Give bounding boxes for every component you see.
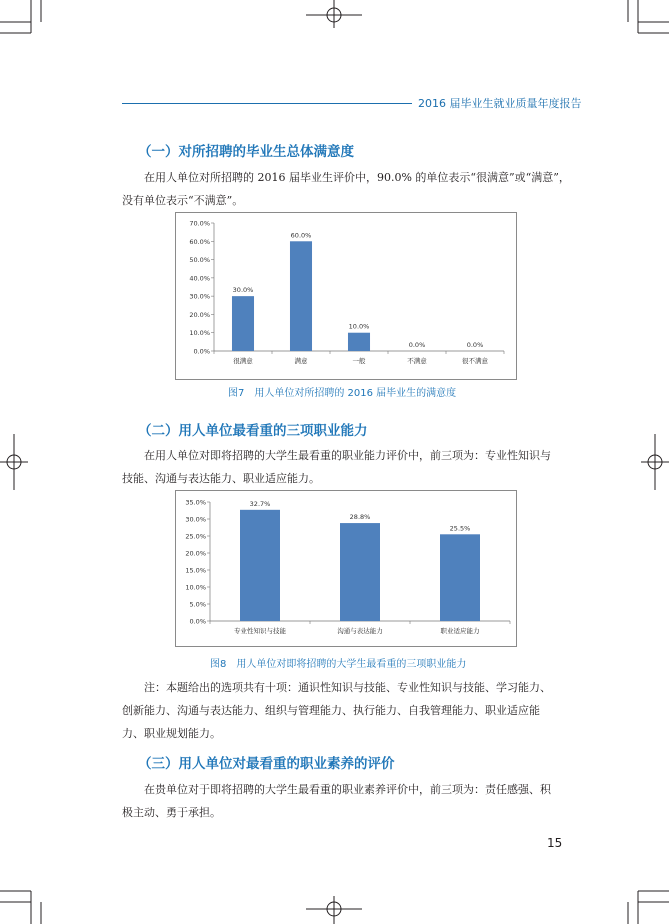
paragraph-line: 技能、沟通与表达能力、职业适应能力。 bbox=[122, 472, 320, 485]
data-label: 60.0% bbox=[290, 231, 312, 240]
y-tick-label: 35.0% bbox=[185, 498, 206, 507]
note-paragraph bbox=[122, 676, 562, 745]
chart-fig8-svg bbox=[176, 491, 516, 646]
y-tick-label: 30.0% bbox=[189, 292, 210, 301]
category-label: 一般 bbox=[352, 357, 366, 365]
y-tick-label: 0.0% bbox=[193, 347, 210, 356]
section-1-paragraph bbox=[122, 166, 570, 212]
chart-fig7-svg bbox=[176, 213, 516, 379]
paragraph-line: 注：本题给出的选项共有十项：通识性知识与技能、专业性知识与技能、学习能力、 bbox=[144, 681, 551, 694]
page-number: 15 bbox=[547, 836, 563, 850]
y-tick-label: 10.0% bbox=[189, 329, 210, 338]
bar-一般 bbox=[348, 333, 370, 351]
y-tick-label: 70.0% bbox=[189, 219, 210, 228]
paragraph-line: 在用人单位对即将招聘的大学生最看重的职业能力评价中，前三项为：专业性知识与 bbox=[144, 449, 551, 462]
data-label: 28.8% bbox=[349, 513, 371, 522]
data-label: 0.0% bbox=[408, 341, 426, 349]
bar-职业适应能力 bbox=[440, 534, 480, 621]
section-3-title: （三）用人单位对最看重的职业素养的评价 bbox=[138, 756, 395, 772]
data-label: 32.7% bbox=[249, 499, 271, 508]
category-label: 职业适应能力 bbox=[440, 627, 480, 635]
chart-fig7 bbox=[175, 212, 517, 380]
paragraph-line: 在贵单位对于即将招聘的大学生最看重的职业素养评价中，前三项为：责任感强、积 bbox=[144, 783, 551, 796]
y-tick-label: 20.0% bbox=[185, 549, 206, 558]
section-2-paragraph bbox=[122, 444, 562, 490]
figure-7-caption: 图7 用人单位对所招聘的 2016 届毕业生的满意度 bbox=[228, 388, 457, 399]
y-tick-label: 5.0% bbox=[189, 600, 206, 609]
category-label: 满意 bbox=[294, 357, 308, 365]
bar-专业性知识与技能 bbox=[240, 510, 280, 621]
section-3-paragraph bbox=[122, 778, 562, 824]
data-label: 10.0% bbox=[348, 322, 370, 331]
bar-满意 bbox=[290, 241, 312, 351]
paragraph-line: 极主动、勇于承担。 bbox=[122, 806, 221, 819]
chart-fig8 bbox=[175, 490, 517, 647]
y-tick-label: 0.0% bbox=[189, 617, 206, 626]
y-tick-label: 60.0% bbox=[189, 237, 210, 246]
y-tick-label: 10.0% bbox=[185, 583, 206, 592]
figure-8-caption: 图8 用人单位对即将招聘的大学生最看重的三项职业能力 bbox=[210, 659, 467, 670]
section-1-title: （一）对所招聘的毕业生总体满意度 bbox=[138, 144, 354, 160]
paragraph-line: 力、职业规划能力。 bbox=[122, 727, 221, 740]
category-label: 很不满意 bbox=[462, 357, 488, 365]
header-rule bbox=[122, 103, 412, 104]
y-tick-label: 25.0% bbox=[185, 532, 206, 541]
paragraph-line: 在用人单位对所招聘的 2016 届毕业生评价中，90.0% 的单位表示“很满意”或“满意”， bbox=[144, 171, 570, 184]
y-tick-label: 50.0% bbox=[189, 256, 210, 265]
y-tick-label: 15.0% bbox=[185, 566, 206, 575]
y-tick-label: 40.0% bbox=[189, 274, 210, 283]
y-tick-label: 30.0% bbox=[185, 515, 206, 524]
category-label: 专业性知识与技能 bbox=[234, 627, 286, 635]
data-label: 0.0% bbox=[466, 341, 484, 349]
category-label: 沟通与表达能力 bbox=[337, 627, 383, 635]
bar-沟通与表达能力 bbox=[340, 523, 380, 621]
section-2-title: （二）用人单位最看重的三项职业能力 bbox=[138, 423, 368, 439]
category-label: 不满意 bbox=[407, 357, 427, 365]
bar-很满意 bbox=[232, 296, 254, 351]
data-label: 25.5% bbox=[449, 524, 471, 533]
running-header: 2016 届毕业生就业质量年度报告 bbox=[418, 97, 582, 110]
paragraph-line: 没有单位表示“不满意”。 bbox=[122, 194, 244, 207]
data-label: 30.0% bbox=[232, 286, 254, 295]
category-label: 很满意 bbox=[233, 357, 253, 365]
y-tick-label: 20.0% bbox=[189, 310, 210, 319]
paragraph-line: 创新能力、沟通与表达能力、组织与管理能力、执行能力、自我管理能力、职业适应能 bbox=[122, 704, 540, 717]
